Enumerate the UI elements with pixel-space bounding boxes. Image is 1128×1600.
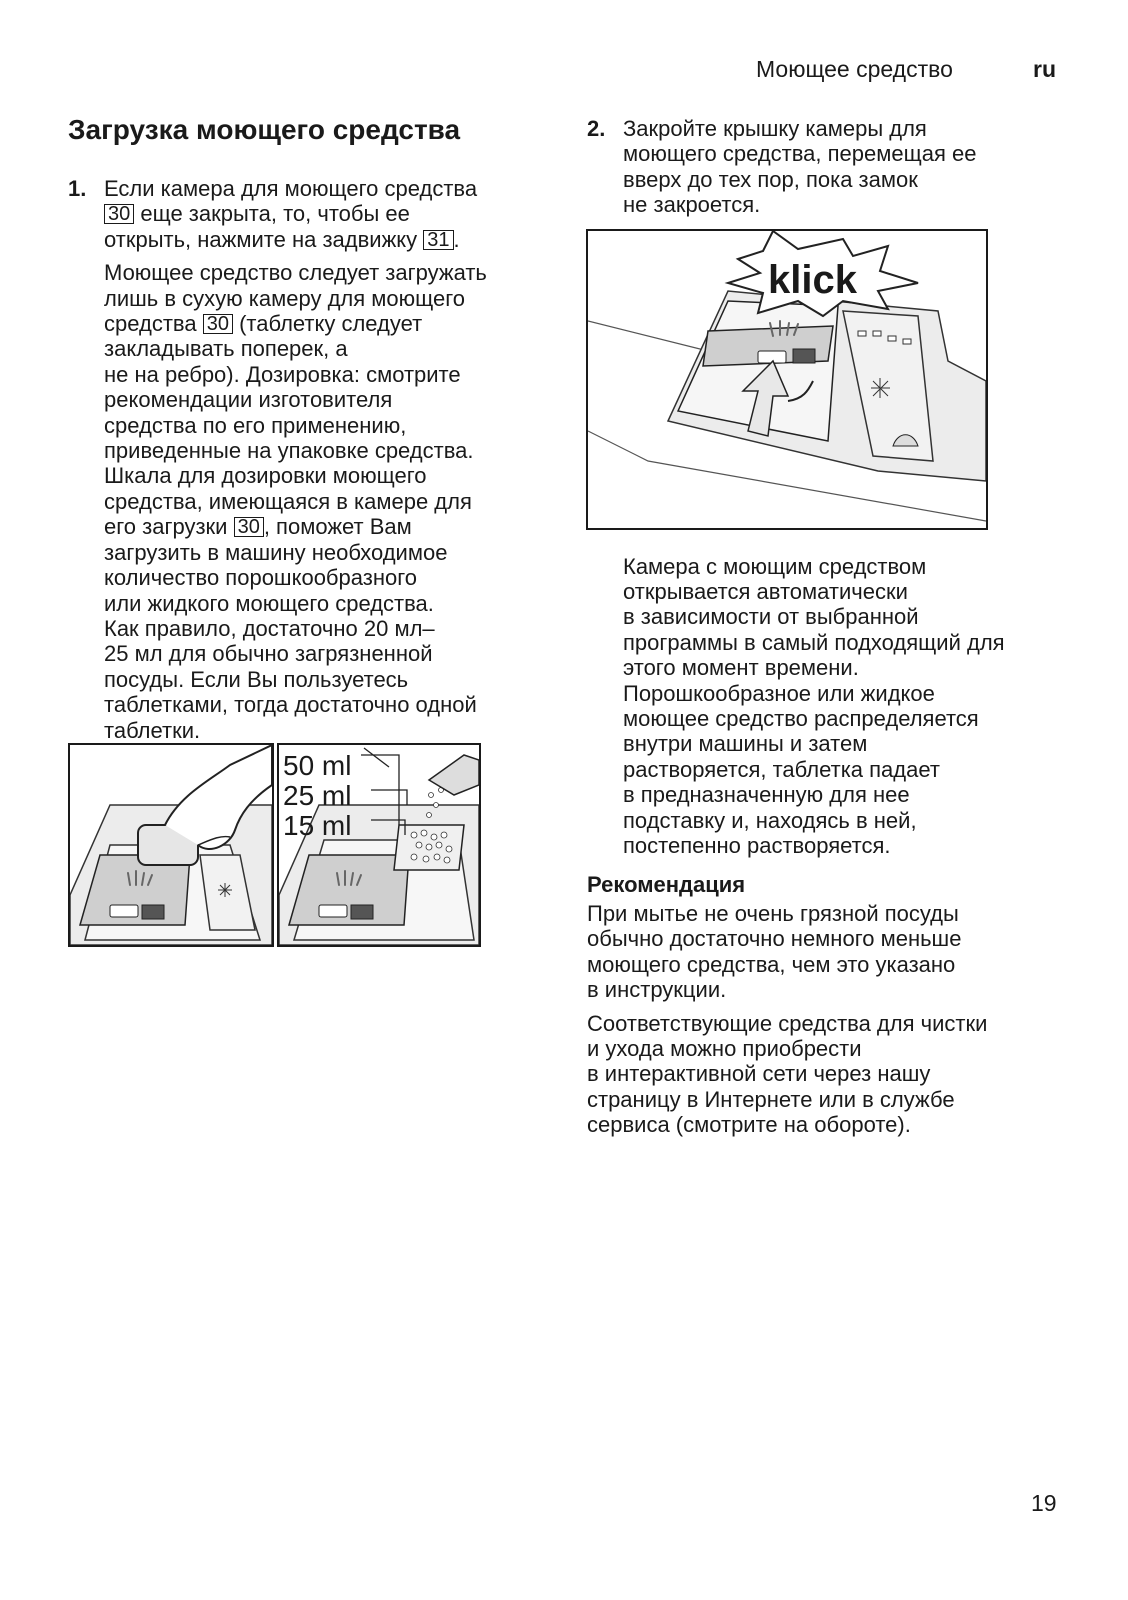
- text-line: [104, 514, 538, 539]
- step-1: [68, 176, 538, 743]
- scale-label-15: 15 ml: [283, 810, 352, 841]
- dosage-scale-drawing: [279, 745, 479, 945]
- text-line: вверх до тех пор, пока замок: [623, 166, 918, 192]
- text-line: При мытье не очень грязной посуды: [587, 900, 959, 926]
- text-line: средства по его применению,: [104, 412, 407, 438]
- klick-label: klick: [768, 258, 857, 302]
- text-line: и ухода можно приобрести: [587, 1035, 862, 1061]
- reference-number: 30: [104, 204, 134, 224]
- text-line: подставку и, находясь в ней,: [623, 807, 917, 833]
- text-line: программы в самый подходящий для: [623, 629, 1005, 655]
- text-line: внутри машины и затем: [623, 731, 868, 757]
- recommendation-heading: Рекомендация: [587, 871, 746, 897]
- running-header: Моющее средство: [756, 56, 953, 82]
- text-line: лишь в сухую камеру для моющего: [104, 285, 465, 311]
- text-line: посуды. Если Вы пользуетесь: [104, 666, 409, 692]
- text-segment: средства: [104, 311, 203, 337]
- text-line: Порошкообразное или жидкое: [623, 680, 935, 706]
- step-number: 1.: [68, 176, 87, 201]
- text-segment: открыть, нажмите на задвижку: [104, 226, 424, 252]
- text-line: постепенно растворяется.: [623, 833, 891, 859]
- step-number: 2.: [587, 116, 606, 141]
- language-code: ru: [1033, 56, 1056, 82]
- text-line: не на ребро). Дозировка: смотрите: [104, 361, 461, 387]
- text-line: страницу в Интернете или в службе: [587, 1086, 955, 1112]
- text-line: или жидкого моющего средства.: [104, 590, 434, 616]
- text-line: Если камера для моющего средства: [104, 176, 478, 201]
- text-line: Закройте крышку камеры для: [623, 116, 927, 141]
- text-line: загрузить в машину необходимое: [104, 539, 448, 565]
- recommendation-paragraph-2: [587, 1011, 1062, 1138]
- scale-label-50: 50 ml: [283, 750, 352, 781]
- text-line: таблетки.: [104, 717, 201, 743]
- text-line: закладывать поперек, а: [104, 336, 348, 362]
- section-title: Загрузка моющего средства: [68, 114, 461, 145]
- text-line: Моющее средство следует загружать: [104, 260, 487, 286]
- klick-illustration: [586, 229, 988, 530]
- text-segment: , поможет Вам: [263, 514, 412, 540]
- text-line: растворяется, таблетка падает: [623, 756, 940, 782]
- text-line: в зависимости от выбранной: [623, 604, 919, 630]
- text-line: количество порошкообразного: [104, 565, 417, 591]
- text-line: открывается автоматически: [623, 579, 908, 605]
- text-line: приведенные на упаковке средства.: [104, 438, 474, 464]
- text-line: не закроется.: [623, 192, 761, 218]
- text-line: таблетками, тогда достаточно одной: [104, 692, 477, 718]
- recommendation-paragraph-1: [587, 901, 1062, 1003]
- reference-number: 30: [234, 517, 264, 537]
- text-line: в интерактивной сети через нашу: [587, 1061, 931, 1087]
- text-line: [104, 311, 538, 336]
- text-segment: еще закрыта, то, чтобы ее: [134, 201, 410, 227]
- text-line: Шкала для дозировки моющего: [104, 463, 427, 489]
- text-line: 25 мл для обычно загрязненной: [104, 641, 433, 667]
- text-line: сервиса (смотрите на обороте).: [587, 1112, 911, 1138]
- text-line: обычно достаточно немного меньше: [587, 926, 962, 952]
- text-line: Камера с моющим средством: [623, 553, 927, 579]
- text-segment: .: [453, 226, 460, 252]
- text-line: моющее средство распределяется: [623, 706, 979, 732]
- text-line: рекомендации изготовителя: [104, 387, 393, 413]
- text-line: Как правило, достаточно 20 мл–: [104, 615, 435, 641]
- dosage-paragraph: [104, 260, 538, 743]
- klick-drawing: [588, 231, 986, 528]
- text-segment: (таблетку следует: [232, 311, 423, 337]
- left-column: [68, 176, 538, 743]
- text-line: моющего средства, чем это указано: [587, 951, 956, 977]
- text-line: Соответствующие средства для чистки: [587, 1010, 988, 1036]
- text-line: [104, 227, 538, 252]
- text-line: в предназначенную для нее: [623, 782, 910, 808]
- reference-number: 30: [203, 314, 233, 334]
- text-line: моющего средства, перемещая ее: [623, 141, 977, 167]
- reference-number: 31: [423, 230, 453, 250]
- tablet-illustration: [68, 743, 274, 947]
- auto-open-note: [587, 554, 1062, 859]
- page-number: 19: [1031, 1490, 1057, 1516]
- text-line: в инструкции.: [587, 977, 727, 1003]
- dosage-scale-illustration: [277, 743, 481, 947]
- scale-label-25: 25 ml: [283, 780, 352, 811]
- step-2: [587, 116, 1062, 218]
- text-segment: его загрузки: [104, 514, 234, 540]
- text-line: [104, 201, 538, 226]
- text-line: средства, имеющаяся в камере для: [104, 488, 472, 514]
- text-line: этого момент времени.: [623, 655, 859, 681]
- tablet-drawing: [70, 745, 272, 945]
